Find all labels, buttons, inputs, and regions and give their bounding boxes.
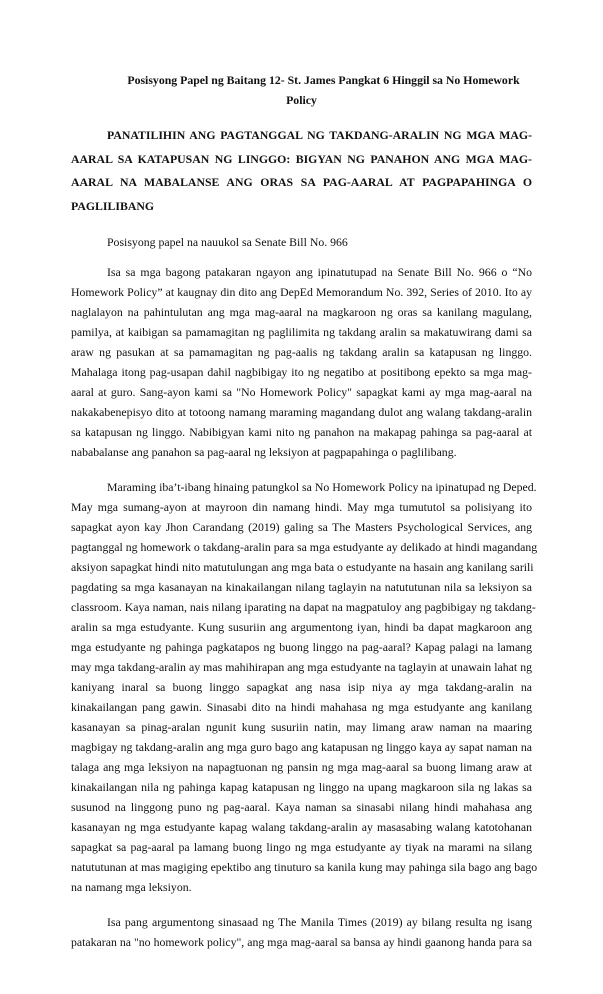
paragraph-line: Mahalaga itong pag-usapan dahil nagbibigay ito ng negatibo at positibong epekto sa mga mag- [71,365,532,380]
paragraph-line: sapagkat ayon kay Jhon Carandang (2019) galing sa The Masters Psychological Services, ang [71,520,532,535]
paragraph-line: kasanayan ng mga estudyante kapag walang takdang-aralin ay masasabing walang katotohanan [71,820,532,835]
heading-line: AARAL SA KATAPUSAN NG LINGGO: BIGYAN NG PANAHON ANG MGA MAG- [71,151,532,166]
paragraph-line: kinakailangan pang gawin. Sinasabi dito na hindi mahahasa ng mga estudyante ang kanilang [71,700,532,715]
body-paragraph [71,912,532,952]
paragraph-line: pamilya, at kaibigan sa pamamagitan ng paglilimita ng takdang aralin sa makatuwirang dami sa [71,325,532,340]
paragraph-line: aksiyon sapagkat hindi nito matutulungan ang mga bata o estudyante na hasain ang kanilang sarili [71,560,534,575]
paragraph-line: May mga sumang-ayon at mayroon din namang hindi. May mga tumututol sa polisiyang ito [71,500,532,515]
paragraph-line: sapagkat sa pag-aaral pa lamang buong lingo ng mga estudyante ay tiyak na marami na silang [71,840,532,855]
paragraph-line: kasanayan sa pinag-aralan ngunit kung susuriin natin, may limang araw naman na maaring [71,720,532,735]
paragraph-line: araw ng pasukan at sa pamamagitan ng pag-aalis ng takdang aralin sa katapusan ng linggo. [71,345,532,360]
title-line: Posisyong Papel ng Baitang 12- St. James Pangkat 6 Hinggil sa No Homework [127,73,520,87]
paragraph-line: na namang mga leksiyon. [71,880,192,895]
paragraph-line: talaga ang mga leksiyon na napagtuonan ng pansin ng mga mag-aaral sa buong limang araw at [71,760,532,775]
paragraph-line: may mga takdang-aralin ay mas mahihirapan ang mga estudyante na taglayin at unawain lahat ng [71,660,532,675]
paragraph-line: kinakailangan nila ng pahinga kapag katapusan ng linggo na upang magkaroon sila ng lakas sa [71,780,532,795]
document-page [71,70,538,952]
paragraph-line: kaniyang inaral sa buong linggo sapagkat ang nasa isip niya ay mga takdang-aralin na [71,680,532,695]
paragraph-line: mga estudyante ng pahinga pagkatapos ng buong linggo na pag-aaral? Kapag palagi na lamang [71,640,532,655]
position-heading [71,124,532,218]
paragraph-line: magbigay ng takdang-aralin ang mga guro bago ang katapusan ng linggo kaya ay sapat naman na [71,740,532,755]
paragraph-line: nakakabenepisyo dito at totoong namang maraming magandang dulot ang walang takdang-aralin [71,405,532,420]
paragraph-line: aaral at guro. Sang-ayon kami sa "No Homework Policy" sapagkat kami ay mga mag-aaral na [71,385,532,400]
subtitle: Posisyong papel na nauukol sa Senate Bill No. 966 [107,235,348,250]
heading-line: AARAL NA MABALANSE ANG ORAS SA PAG-AARAL AT PAGPAPAHINGA O [71,175,532,190]
body-paragraph [71,262,532,462]
paragraph-line: pagdating sa mga kasanayan na kinakailangan nilang taglayin na natututunan nila sa leksiyon sa [71,580,532,595]
paragraph-line: aralin sa mga estudyante. Kung susuriin ang argumentong iyan, hindi ba dapat magkaroon ang [71,620,532,635]
paragraph-line: patakaran na "no homework policy", ang mga mag-aaral sa bansa ay hindi gaanong handa para sa [71,935,532,950]
paragraph-line: Homework Policy” at kaugnay din dito ang DepEd Memorandum No. 392, Series of 2010. Ito ay [71,285,532,300]
paragraph-line: susunod na linggong puno ng pag-aaral. Kaya naman sa sinasabi nilang hindi mahahasa ang [71,800,532,815]
heading-line: PAGLILIBANG [71,198,155,213]
document-title [71,70,532,110]
title-line: Policy [286,93,317,107]
body-paragraph [71,477,538,897]
paragraph-line: pagtanggal ng homework o takdang-aralin para sa mga estudyante ay delikado at hindi magandang [71,540,538,555]
paragraph-line: naglalayon na pahintulutan ang mga mag-aaral na magkaroon ng oras sa kanilang magulang, [71,305,532,320]
paragraph-line: sa katapusan ng linggo. Nabibigyan kami nito ng panahon na makapag pahinga sa pag-aaral at [71,425,532,440]
paragraph-line: Isa pang argumentong sinasaad ng The Manila Times (2019) ay bilang resulta ng isang [107,915,532,930]
paragraph-line: classroom. Kaya naman, nais nilang iparating na dapat na magpatuloy ang pagbibigay ng takdang- [71,600,536,615]
heading-line: PANATILIHIN ANG PAGTANGGAL NG TAKDANG-ARALIN NG MGA MAG- [107,128,532,142]
paragraph-line: natututunan at mas magiging epektibo ang tinuturo sa kanila kung may pahinga sila bago ang bago [71,860,538,875]
paragraph-line: nababalanse ang panahon sa pag-aaral ng leksiyon at pagpapahinga o paglilibang. [71,445,457,460]
paragraph-line: Isa sa mga bagong patakaran ngayon ang ipinatutupad na Senate Bill No. 966 o “No [107,265,532,280]
paragraph-line: Maraming iba’t-ibang hinaing patungkol sa No Homework Policy na ipinatupad ng Deped. [107,480,537,495]
